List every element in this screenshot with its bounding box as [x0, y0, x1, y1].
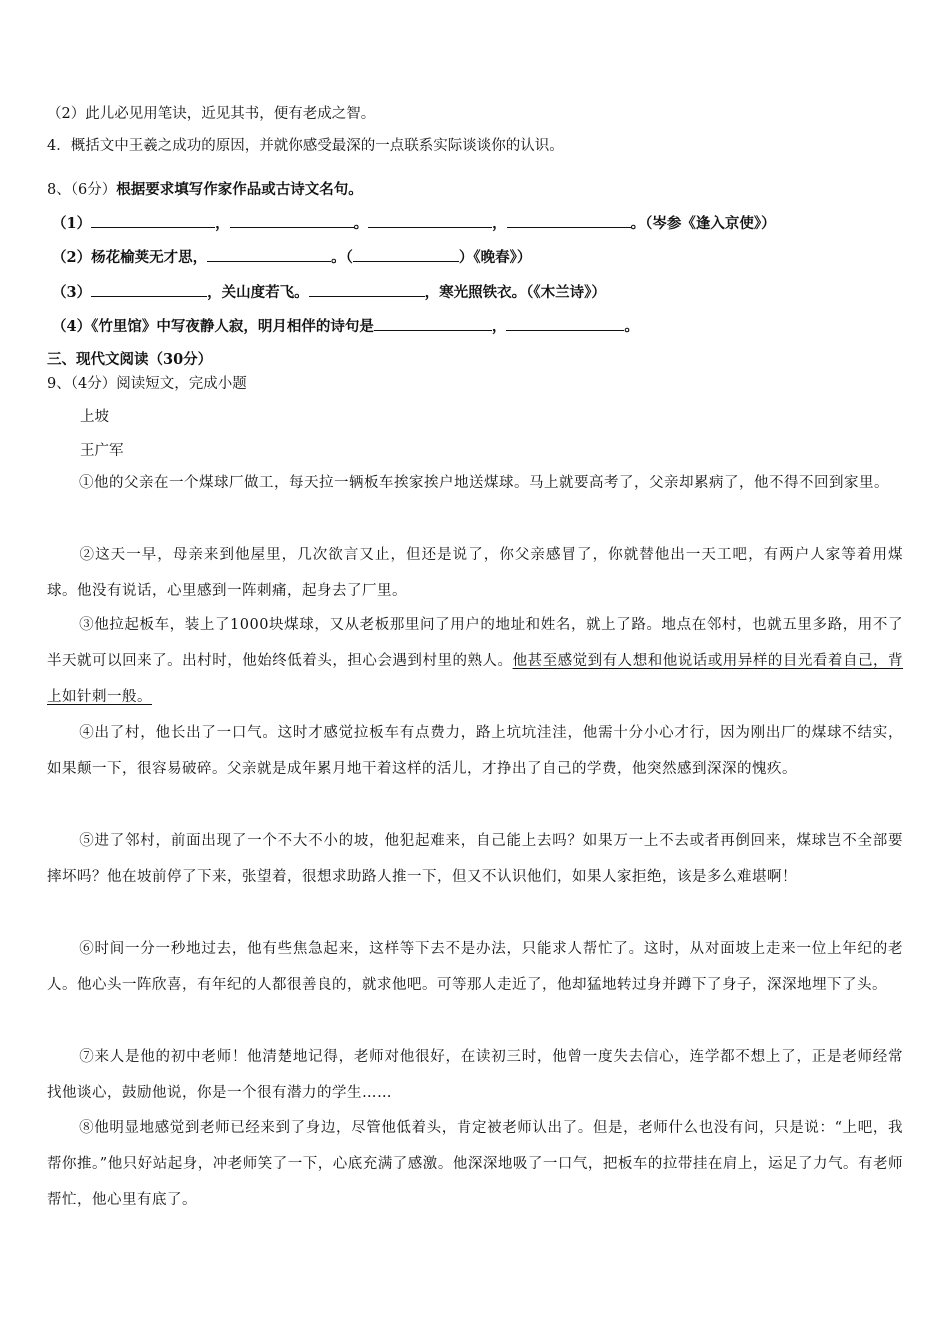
- answer-blank[interactable]: [230, 213, 354, 228]
- question-8-line-3: （3） ，关山度若飞。 ，寒光照铁衣。（《木兰诗》）: [52, 284, 606, 301]
- answer-blank[interactable]: [91, 213, 215, 228]
- article-paragraph-8: ⑧他明显地感觉到老师已经来到了身边，尽管他低着头，肯定被老师认出了。但是，老师什么也没有问，只是说：“上吧，我帮你推。”他只好站起身，冲老师笑了一下，心底充满了感激。他深深地吸了一口气，把板车的拉带挂在肩上，运足了力气。有老师帮忙，他心里有底了。: [47, 1120, 903, 1208]
- article-author: 王广军: [80, 443, 124, 459]
- question-8-line-1: （1） ， 。 ， 。（岑参《逢入京使》）: [52, 215, 776, 232]
- article-title: 上坡: [80, 409, 109, 425]
- underlined-sentence: 他甚至感觉到有人想和他说话或用异样的目光看着自己，背上如针刺一般。: [47, 653, 904, 705]
- answer-blank[interactable]: [368, 213, 492, 228]
- question-8-header: [47, 180, 363, 200]
- question-8-line-4: （4）《竹里馆》中写夜静人寂，明月相伴的诗句是 ， 。: [52, 318, 639, 335]
- article-paragraph-7: ⑦来人是他的初中老师！他清楚地记得，老师对他很好，在读初三时，他曾一度失去信心，连学都不想上了，正是老师经常找他谈心，鼓励他说，你是一个很有潜力的学生……: [47, 1049, 903, 1101]
- question-9-header: [47, 374, 247, 394]
- article-paragraph-2: ②这天一早，母亲来到他屋里，几次欲言又止，但还是说了，你父亲感冒了，你就替他出一天工吧，有两户人家等着用煤球。他没有说话，心里感到一阵刺痛，起身去了厂里。: [47, 547, 903, 599]
- question-4: 4．概括文中王羲之成功的原因，并就你感受最深的一点联系实际谈谈你的认识。: [47, 138, 564, 154]
- answer-blank[interactable]: [374, 316, 492, 331]
- section-heading: 三、现代文阅读（30分）: [47, 351, 213, 368]
- question-instruction: 阅读短文，完成小题: [116, 376, 247, 392]
- article-paragraph-3: ③他拉起板车，装上了1000块煤球，又从老板那里问了用户的地址和姓名，就上了路。地点在邻村，也就五里多路，用不了半天就可以回来了。出村时，他始终低着头，担心会遇到村里的熟人。他甚至感觉到有人想和他说话或用异样的目光看着自己，背上如针刺一般。: [47, 617, 904, 705]
- article-paragraph-6: ⑥时间一分一秒地过去，他有些焦急起来，这样等下去不是办法，只能求人帮忙了。这时，从对面坡上走来一位上年纪的老人。他心头一阵欣喜，有年纪的人都很善良的，就求他吧。可等那人走近了，他却猛地转过身并蹲下了身子，深深地埋下了头。: [47, 941, 903, 993]
- answer-blank[interactable]: [506, 316, 624, 331]
- line-q3-2: （2）此儿必见用笔诀，近见其书，便有老成之智。: [47, 106, 376, 122]
- article-paragraph-4: ④出了村，他长出了一口气。这时才感觉拉板车有点费力，路上坑坑洼洼，他需十分小心才行，因为刚出厂的煤球不结实，如果颠一下，很容易破碎。父亲就是成年累月地干着这样的活儿，才挣出了自己的学费，他突然感到深深的愧疚。: [47, 725, 903, 777]
- question-instruction: 根据要求填写作家作品或古诗文名句。: [116, 181, 363, 198]
- answer-blank[interactable]: [507, 213, 631, 228]
- article-paragraph-5: ⑤进了邻村，前面出现了一个不大不小的坡，他犯起难来，自己能上去吗？如果万一上不去或者再倒回来，煤球岂不全部要摔坏吗？他在坡前停了下来，张望着，很想求助路人推一下，但又不认识他们，如果人家拒绝，该是多么难堪啊！: [47, 833, 903, 885]
- answer-blank[interactable]: [309, 282, 425, 297]
- question-number: 9、（4分）: [47, 376, 117, 392]
- answer-blank[interactable]: [353, 247, 459, 262]
- answer-blank[interactable]: [91, 282, 207, 297]
- question-8-line-2: （2）杨花榆荚无才思， 。（ ）《晚春》）: [52, 249, 532, 266]
- article-paragraph-1: ①他的父亲在一个煤球厂做工，每天拉一辆板车挨家挨户地送煤球。马上就要高考了，父亲却累病了，他不得不回到家里。: [79, 475, 889, 491]
- question-number: 8、（6分）: [47, 182, 117, 198]
- answer-blank[interactable]: [207, 247, 331, 262]
